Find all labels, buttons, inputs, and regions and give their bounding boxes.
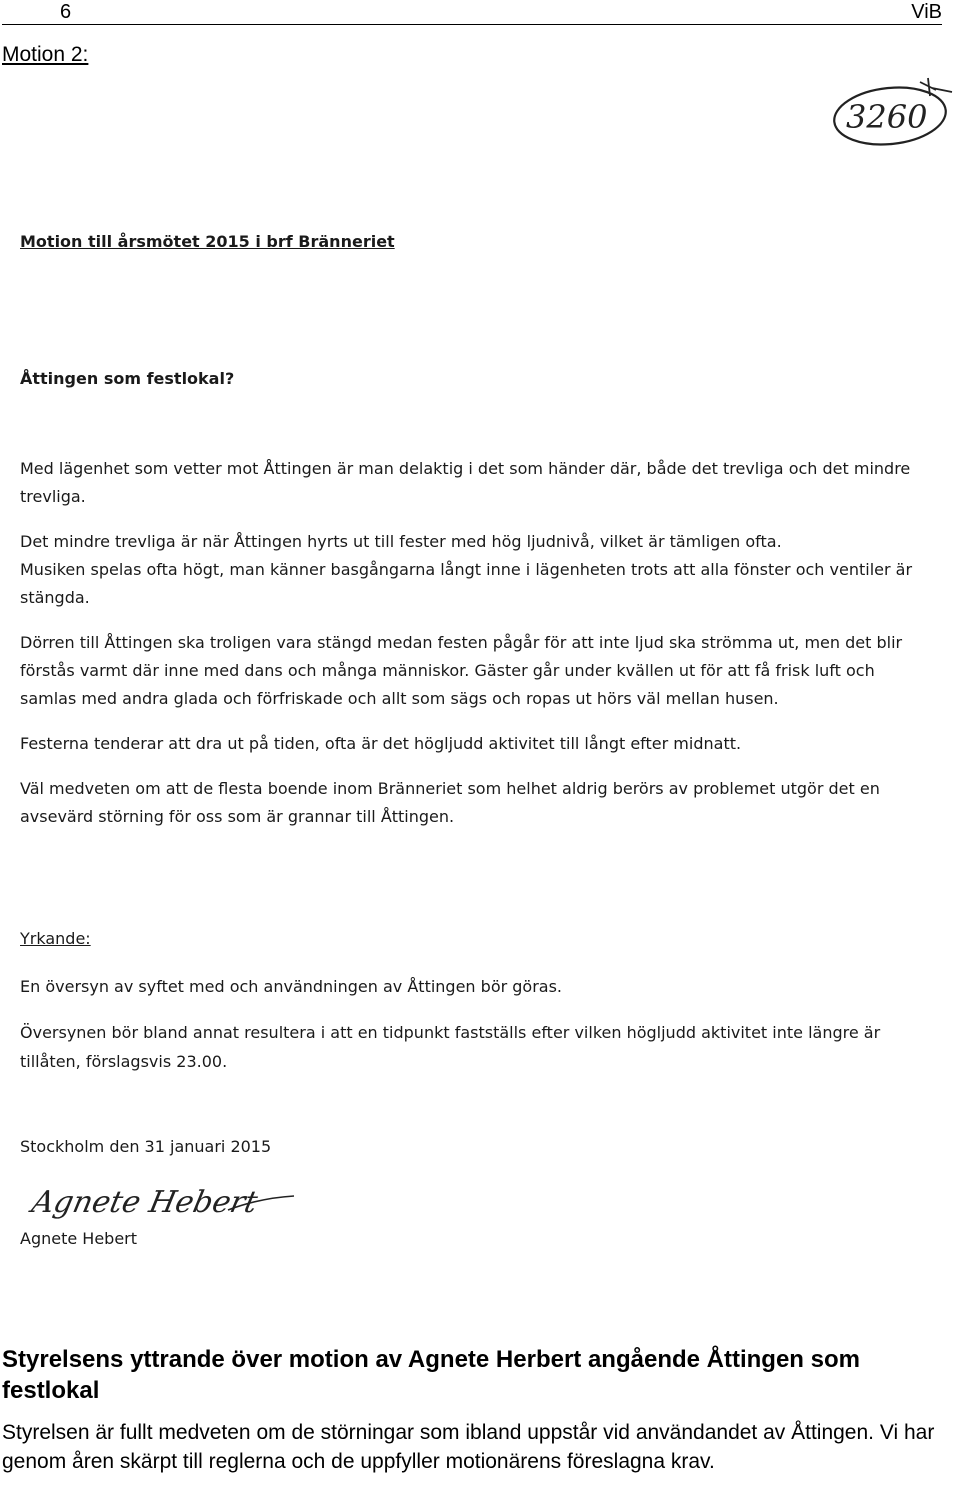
motion-label: Motion 2: <box>2 43 89 66</box>
page-number: 6 <box>60 1 72 23</box>
board-reply-title: Styrelsens yttrande över motion av Agnete Herbert angående Åttingen som festlokal <box>2 1346 860 1404</box>
letter-paragraph: Med lägenhet som vetter mot Åttingen är man delaktig i det som händer där, både det trevliga och det mindre trevliga. <box>20 459 911 506</box>
letter-paragraph: Festerna tenderar att dra ut på tiden, ofta är det högljudd aktivitet till långt efter midnatt. <box>20 734 742 753</box>
handwritten-stamp <box>828 76 954 152</box>
magazine-name: ViB <box>911 1 942 23</box>
stamp-number: 3260 <box>846 98 928 136</box>
handwritten-signature <box>28 1176 298 1232</box>
yrkande-label: Yrkande: <box>20 929 91 948</box>
letter-body <box>20 455 920 848</box>
signature-text: Agnete Hebert <box>28 1185 261 1220</box>
claims-list <box>20 972 920 1093</box>
board-reply-body: Styrelsen är fullt medveten om de störningar som ibland uppstår vid användandet av Åttingen. Vi har genom åren skärpt till reglerna och de uppfyller motionärens föreslagna krav. <box>2 1421 935 1473</box>
letter-paragraph: Väl medveten om att de flesta boende inom Bränneriet som helhet aldrig berörs av problemet utgör det en avsevärd störning för oss som är grannar till Åttingen. <box>20 779 880 826</box>
page-header <box>2 0 942 25</box>
letter-paragraph: Musiken spelas ofta högt, man känner basgångarna långt inne i lägenheten trots att alla fönster och ventiler är stängda. <box>20 560 913 607</box>
letter-subtitle: Åttingen som festlokal? <box>20 369 235 388</box>
claim-item: En översyn av syftet med och användningen av Åttingen bör göras. <box>20 977 563 996</box>
letter-paragraph: Det mindre trevliga är när Åttingen hyrts ut till fester med hög ljudnivå, vilket är tämligen ofta. <box>20 532 782 551</box>
claim-item: Översynen bör bland annat resultera i att en tidpunkt fastställs efter vilken högljudd aktivitet inte längre är tillåten, förslagsvis 23.00. <box>20 1023 881 1071</box>
date-line: Stockholm den 31 januari 2015 <box>20 1137 272 1156</box>
letter-title: Motion till årsmötet 2015 i brf Bränneriet <box>20 232 395 251</box>
signer-name: Agnete Hebert <box>20 1229 138 1248</box>
letter-paragraph: Dörren till Åttingen ska troligen vara stängd medan festen pågår för att inte ljud ska strömma ut, men det blir förstås varmt där inne med dans och många människor. Gäster går under kvällen ut för att få frisk luft och samlas med andra glada och förfriskade och allt som sägs och ropas ut hörs väl mellan husen. <box>20 633 903 708</box>
